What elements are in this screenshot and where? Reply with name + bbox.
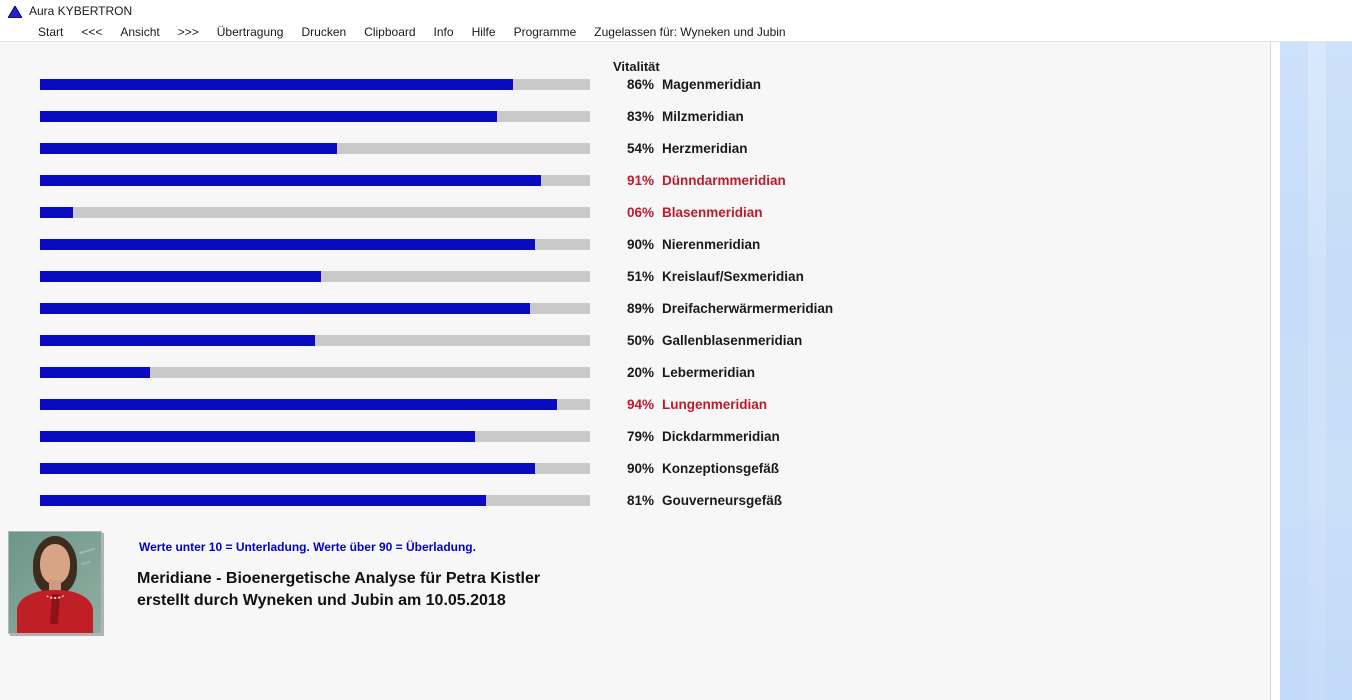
bar-track — [40, 111, 590, 122]
meridian-row — [0, 269, 1270, 301]
bar-fill — [40, 79, 513, 90]
menu-item-7[interactable]: Info — [433, 24, 454, 39]
percent-label: 90% — [626, 237, 654, 252]
bar-track — [40, 367, 590, 378]
photo-face — [40, 544, 70, 584]
menu-item-9[interactable]: Programme — [513, 24, 577, 39]
meridian-name-label: Lebermeridian — [662, 365, 756, 380]
percent-label: 83% — [626, 109, 654, 124]
menu-item-1[interactable]: <<< — [81, 24, 103, 39]
meridian-name-label: Herzmeridian — [662, 141, 748, 156]
bar-fill — [40, 175, 541, 186]
percent-label: 51% — [626, 269, 654, 284]
meridian-name-label: Milzmeridian — [662, 109, 744, 124]
meridian-row — [0, 365, 1270, 397]
meridian-name-label: Gouverneursgefäß — [662, 493, 783, 508]
meridian-row — [0, 205, 1270, 237]
window-title: Aura KYBERTRON — [29, 4, 133, 18]
meridian-name-label: Dickdarmmeridian — [662, 429, 780, 444]
report-caption-line1: Meridiane - Bioenergetische Analyse für Petra Kistler — [137, 570, 541, 587]
bar-fill — [40, 463, 535, 474]
bar-fill — [40, 303, 530, 314]
bar-track — [40, 399, 590, 410]
meridian-name-label: Blasenmeridian — [662, 205, 763, 220]
bar-track — [40, 463, 590, 474]
percent-label: 50% — [626, 333, 654, 348]
percent-label: 90% — [626, 461, 654, 476]
photo-background-detail — [81, 561, 91, 566]
bar-fill — [40, 431, 475, 442]
right-background-strip — [1280, 42, 1352, 700]
meridian-rows — [0, 77, 1270, 525]
meridian-row — [0, 77, 1270, 109]
patient-photo — [8, 531, 102, 634]
menu-license-label: Zugelassen für: Wyneken und Jubin — [594, 24, 786, 39]
meridian-name-label: Gallenblasenmeridian — [662, 333, 803, 348]
menu-item-8[interactable]: Hilfe — [471, 24, 496, 39]
percent-label: 79% — [626, 429, 654, 444]
menu-item-3[interactable]: >>> — [177, 24, 199, 39]
bar-track — [40, 239, 590, 250]
meridian-name-label: Magenmeridian — [662, 77, 762, 92]
percent-label: 91% — [626, 173, 654, 188]
bar-fill — [40, 271, 321, 282]
meridian-name-label: Konzeptionsgefäß — [662, 461, 779, 476]
percent-label: 20% — [626, 365, 654, 380]
bar-fill — [40, 335, 315, 346]
meridian-row — [0, 173, 1270, 205]
meridian-row — [0, 333, 1270, 365]
meridian-name-label: Lungenmeridian — [662, 397, 768, 412]
meridian-name-label: Kreislauf/Sexmeridian — [662, 269, 804, 284]
menu-item-4[interactable]: Übertragung — [216, 24, 284, 39]
bar-track — [40, 175, 590, 186]
meridian-name-label: Dünndarmmeridian — [662, 173, 786, 188]
bar-fill — [40, 399, 557, 410]
percent-label: 86% — [626, 77, 654, 92]
meridian-row — [0, 237, 1270, 269]
bar-track — [40, 335, 590, 346]
meridian-row — [0, 461, 1270, 493]
menu-item-6[interactable]: Clipboard — [364, 24, 416, 39]
percent-label: 94% — [626, 397, 654, 412]
bar-fill — [40, 111, 497, 122]
percent-label: 54% — [626, 141, 654, 156]
meridian-row — [0, 141, 1270, 173]
percent-label: 81% — [626, 493, 654, 508]
bar-fill — [40, 143, 337, 154]
report-caption — [137, 568, 540, 611]
menu-item-2[interactable]: Ansicht — [120, 24, 160, 39]
bar-track — [40, 495, 590, 506]
bar-track — [40, 143, 590, 154]
meridian-row — [0, 493, 1270, 525]
photo-necklace — [45, 588, 65, 599]
bar-fill — [40, 495, 486, 506]
menu-bar — [0, 22, 1352, 42]
bar-fill — [40, 367, 150, 378]
chart-title: Vitalität — [613, 59, 660, 74]
bar-fill — [40, 239, 535, 250]
percent-label: 06% — [626, 205, 654, 220]
percent-label: 89% — [626, 301, 654, 316]
meridian-name-label: Dreifacherwärmermeridian — [662, 301, 834, 316]
meridian-row — [0, 109, 1270, 141]
menu-item-5[interactable]: Drucken — [301, 24, 347, 39]
title-bar — [0, 0, 1352, 22]
bar-track — [40, 431, 590, 442]
bar-track — [40, 303, 590, 314]
report-caption-line2: erstellt durch Wyneken und Jubin am 10.05.2018 — [137, 591, 506, 609]
meridian-name-label: Nierenmeridian — [662, 237, 761, 252]
meridian-row — [0, 301, 1270, 333]
threshold-note: Werte unter 10 = Unterladung. Werte über 90 = Überladung. — [139, 540, 476, 554]
meridian-row — [0, 397, 1270, 429]
photo-background-detail — [79, 548, 95, 555]
menu-item-0[interactable]: Start — [38, 24, 64, 39]
bar-fill — [40, 207, 73, 218]
bar-track — [40, 207, 590, 218]
bar-track — [40, 271, 590, 282]
app-triangle-logo-icon — [8, 5, 22, 17]
right-gutter — [1271, 42, 1280, 700]
meridian-row — [0, 429, 1270, 461]
bar-track — [40, 79, 590, 90]
